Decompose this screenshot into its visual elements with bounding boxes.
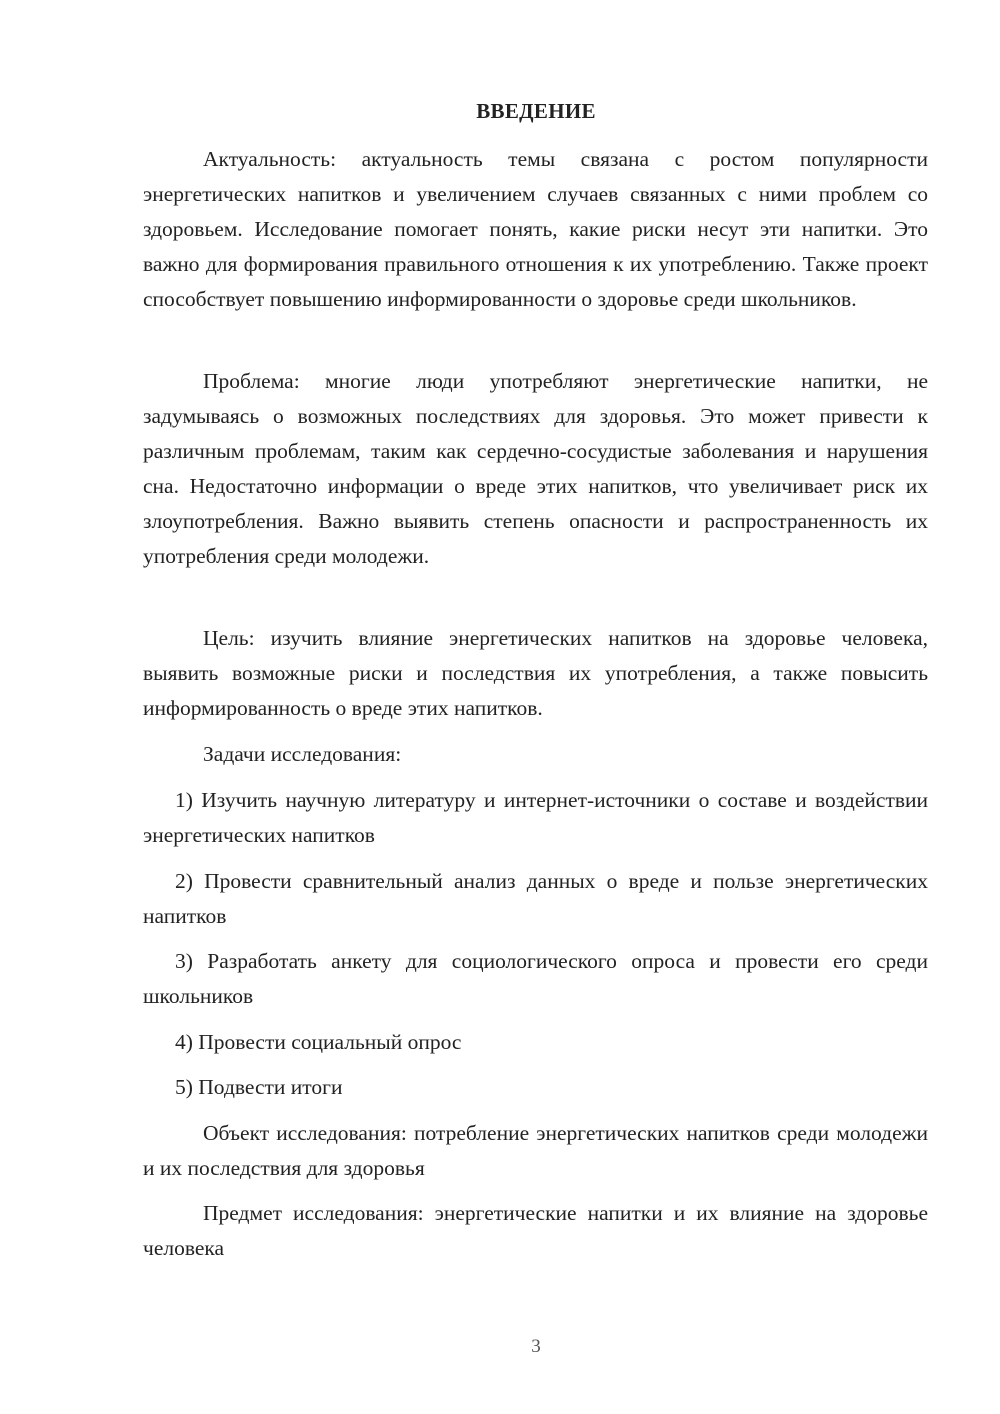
relevance-paragraph: Актуальность: актуальность темы связана с ростом популярности энергетических напитков и увеличением случаев связанных с ними проблем со здоровьем. Исследование помогает понять, какие риски несут эти напитки. Это важно для формирования правильного отношения к их употреблению. Также проект способствует повышению информированности о здоровье среди школьников. [143,147,928,311]
task-item-3: 3) Разработать анкету для социологического опроса и провести его среди школьников [143,949,928,1008]
page-title: ВВЕДЕНИЕ [476,99,596,123]
problem-paragraph: Проблема: многие люди употребляют энергетические напитки, не задумываясь о возможных последствиях для здоровья. Это может привести к различным проблемам, таким как сердечно-сосудистые заболевания и нарушения сна. Недостаточно информации о вреде этих напитков, что увеличивает риск их злоупотребления. Важно выявить степень опасности и распространенность их употребления среди молодежи. [143,369,928,568]
task-item-2: 2) Провести сравнительный анализ данных о вреде и пользе энергетических напитков [143,869,928,928]
tasks-title: Задачи исследования: [203,742,402,766]
page-number: 3 [531,1336,541,1357]
task-item-1: 1) Изучить научную литературу и интернет-источники о составе и воздействии энергетических напитков [143,788,928,847]
object-paragraph: Объект исследования: потребление энергетических напитков среди молодежи и их последствия для здоровья [143,1121,928,1180]
task-item-4: 4) Провести социальный опрос [175,1030,462,1054]
subject-paragraph: Предмет исследования: энергетические напитки и их влияние на здоровье человека [143,1201,928,1260]
goal-paragraph: Цель: изучить влияние энергетических напитков на здоровье человека, выявить возможные риски и последствия их употребления, а также повысить информированность о вреде этих напитков. [143,626,928,720]
task-item-5: 5) Подвести итоги [175,1075,343,1099]
